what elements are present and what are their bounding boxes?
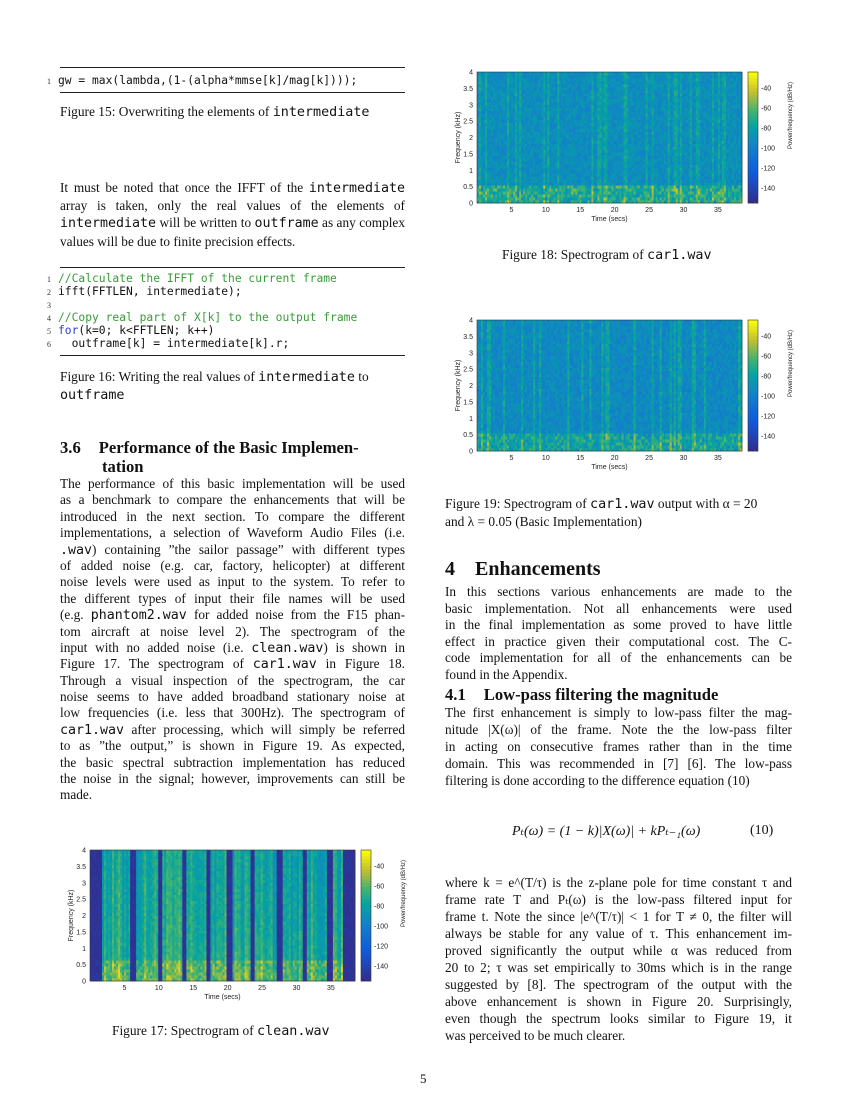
colorbar-segment <box>748 356 758 360</box>
colorbar-segment <box>361 889 371 893</box>
colorbar-segment <box>748 422 758 426</box>
code-line-number: 4 <box>47 314 51 323</box>
colorbar-segment <box>361 955 371 959</box>
colorbar-segment <box>748 98 758 102</box>
colorbar-segment <box>748 187 758 191</box>
colorbar-segment <box>748 164 758 168</box>
colorbar-label: Power/frequency (dB/Hz) <box>788 329 794 398</box>
colorbar-segment <box>748 177 758 181</box>
colorbar-segment <box>361 929 371 933</box>
code-line-number: 2 <box>47 288 51 297</box>
colorbar-segment <box>361 912 371 916</box>
colorbar-label: Power/frequency (dB/Hz) <box>788 81 794 150</box>
colorbar-segment <box>748 88 758 92</box>
text-line: implementations, a selection of Waveform Audio Files (i.e. <box>60 525 405 541</box>
y-tick-label: 3 <box>82 880 86 888</box>
colorbar-segment <box>748 118 758 122</box>
colorbar-tick-label: -120 <box>761 165 776 173</box>
colorbar-tick-label: -100 <box>374 923 389 931</box>
figure-19-caption: Figure 19: Spectrogram of car1.wav output with α = 20 and λ = 0.05 (Basic Implementation) <box>445 496 758 529</box>
text-line: even though the spectrum looks similar to Figure 19, it <box>445 1011 792 1026</box>
colorbar-segment <box>361 952 371 956</box>
code-line-number: 3 <box>47 301 51 310</box>
y-tick-label: 3.5 <box>463 333 473 341</box>
colorbar-segment <box>748 131 758 135</box>
colorbar-segment <box>748 147 758 151</box>
text-line: the different types of input their file names will be used <box>60 590 405 606</box>
colorbar-segment <box>748 72 758 76</box>
colorbar-segment <box>361 938 371 942</box>
y-tick-label: 1 <box>469 415 473 423</box>
text-line: found in the Appendix. <box>445 666 568 682</box>
text-line: The performance of this basic implementation will be used <box>60 476 405 491</box>
y-tick-label: 1.5 <box>463 151 473 159</box>
x-axis-label: Time (secs) <box>204 994 241 1001</box>
text-line: In this sections various enhancements are made to the <box>445 584 792 599</box>
code-line-number: 5 <box>47 327 51 336</box>
text-line: introduced in the next section. To compare the different <box>60 508 405 524</box>
colorbar-segment <box>748 85 758 89</box>
code-bottom-rule <box>60 92 405 93</box>
text-line: code implementation for all of the enhancements can be <box>445 650 792 666</box>
x-tick-label: 5 <box>509 207 514 214</box>
x-axis-label: Time (secs) <box>591 216 628 223</box>
x-tick-label: 25 <box>645 455 653 462</box>
colorbar-segment <box>361 942 371 946</box>
x-tick-label: 10 <box>541 207 550 214</box>
section-4-1-body-continued <box>445 874 792 1044</box>
colorbar-segment <box>361 873 371 877</box>
text-line: made. <box>60 787 93 803</box>
y-tick-label: 4 <box>82 847 86 855</box>
text-line: filtering is done according to the difference equation (10) <box>445 773 750 788</box>
x-tick-label: 10 <box>541 455 550 462</box>
colorbar-segment <box>748 115 758 119</box>
y-tick-label: 1.5 <box>76 929 86 937</box>
colorbar-tick-label: -60 <box>761 105 772 113</box>
x-tick-label: 5 <box>122 985 127 992</box>
colorbar-tick-label: -100 <box>761 145 776 153</box>
page-number: 5 <box>420 1071 427 1086</box>
text-line: low frequencies (i.e. less that 300Hz). The spectrogram of <box>60 705 405 721</box>
colorbar-segment <box>361 968 371 972</box>
colorbar-segment <box>748 428 758 432</box>
colorbar-segment <box>748 190 758 194</box>
colorbar-segment <box>361 906 371 910</box>
colorbar-segment <box>748 415 758 419</box>
colorbar-segment <box>361 886 371 890</box>
colorbar-segment <box>361 876 371 880</box>
text-line: in acting on consecutive frames rather than in the time <box>445 739 792 754</box>
colorbar-segment <box>748 366 758 370</box>
x-tick-label: 30 <box>679 207 688 214</box>
y-tick-label: 0 <box>82 978 86 986</box>
y-axis-label: Frequency (kHz) <box>455 111 462 164</box>
code-line: //Copy real part of X[k] to the output frame <box>58 311 358 324</box>
colorbar-segment <box>748 431 758 435</box>
spectrogram-cells <box>477 320 742 451</box>
text-line: of added noise (e.g. car, factory, helicopter) at different <box>60 557 405 573</box>
section-4-body <box>445 584 792 684</box>
y-tick-label: 0 <box>469 200 473 208</box>
x-tick-label: 5 <box>509 455 514 462</box>
colorbar-segment <box>361 883 371 887</box>
colorbar-segment <box>748 340 758 344</box>
colorbar-segment <box>748 138 758 142</box>
colorbar-tick-label: -40 <box>761 85 772 93</box>
colorbar-segment <box>748 79 758 83</box>
colorbar-segment <box>748 157 758 161</box>
code-line: outframe[k] = intermediate[k].r; <box>58 337 290 350</box>
code-bottom-rule <box>60 355 405 356</box>
colorbar-segment <box>748 379 758 383</box>
equation-number: (10) <box>750 823 774 838</box>
colorbar-segment <box>748 425 758 429</box>
y-axis-label: Frequency (kHz) <box>68 889 75 942</box>
text-line: nitude |X(ω)| of the frame. Note the the low-pass filter <box>445 722 792 737</box>
colorbar-tick-label: -140 <box>761 185 776 193</box>
x-tick-label: 20 <box>610 455 619 462</box>
colorbar-segment <box>361 925 371 929</box>
colorbar-segment <box>748 183 758 187</box>
colorbar-segment <box>361 971 371 975</box>
text-line: proved significantly the output while α was reduced from <box>445 943 792 958</box>
colorbar-segment <box>361 857 371 861</box>
text-line: The first enhancement is simply to low-pass filter the mag- <box>445 705 792 720</box>
figure-18-caption: Figure 18: Spectrogram of car1.wav <box>502 247 712 263</box>
colorbar-label: Power/frequency (dB/Hz) <box>401 859 407 928</box>
text-line: tom aircraft at noise level 2). The spectrogram of the <box>60 623 405 639</box>
colorbar-segment <box>361 853 371 857</box>
colorbar-segment <box>748 402 758 406</box>
colorbar-tick-label: -40 <box>761 333 772 341</box>
colorbar-segment <box>361 893 371 897</box>
section-4-heading: 4 Enhancements <box>445 558 601 580</box>
section-3-6-heading: 3.6 Performance of the Basic Implemen- tation <box>60 438 359 476</box>
x-tick-label: 35 <box>714 207 722 214</box>
y-tick-label: 4 <box>469 69 473 77</box>
x-tick-label: 15 <box>576 207 585 214</box>
x-tick-label: 15 <box>189 985 198 992</box>
colorbar-segment <box>361 932 371 936</box>
colorbar-segment <box>748 376 758 380</box>
text-line: car1.wav after processing, which will simply be referred <box>60 721 405 738</box>
x-tick-label: 35 <box>327 985 335 992</box>
code-line: gw = max(lambda,(1-(alpha*mmse[k]/mag[k]))); <box>58 74 358 87</box>
section-4-1-body <box>445 704 792 789</box>
colorbar-segment <box>361 896 371 900</box>
figure-15-caption: Figure 15: Overwriting the elements of intermediate <box>60 104 370 120</box>
colorbar-segment <box>748 405 758 409</box>
colorbar-tick-label: -120 <box>374 943 389 951</box>
colorbar-segment <box>748 359 758 363</box>
y-tick-label: 0.5 <box>463 432 473 440</box>
colorbar-segment <box>748 174 758 178</box>
colorbar-segment <box>361 935 371 939</box>
colorbar-tick-label: -80 <box>374 903 385 911</box>
colorbar-segment <box>748 320 758 324</box>
y-tick-label: 2 <box>469 383 473 390</box>
colorbar-segment <box>748 154 758 158</box>
colorbar-segment <box>748 327 758 331</box>
y-tick-label: 2 <box>469 135 473 142</box>
colorbar-segment <box>748 108 758 112</box>
text-line: as a benchmark to compare the enhancements that will be <box>60 492 405 508</box>
colorbar-segment <box>748 408 758 412</box>
text-line: where k = e^(T/τ) is the z-plane pole for time constant τ and <box>445 875 792 890</box>
colorbar-segment <box>748 92 758 96</box>
text-line: Figure 17. The spectrogram of car1.wav in Figure 18. <box>60 656 406 673</box>
y-tick-label: 3 <box>469 350 473 358</box>
colorbar-segment <box>361 922 371 926</box>
text-line: noise levels were used as input to the system. To refer to <box>60 574 405 590</box>
figure-16-caption: Figure 16: Writing the real values of intermediate to outframe <box>60 369 369 403</box>
colorbar-segment <box>748 395 758 399</box>
text-line: the noise in the signal; however, improvements can still be <box>60 771 405 787</box>
colorbar-segment <box>361 850 371 854</box>
text-line: the basic spectral subtraction implementation has reduced <box>60 754 405 770</box>
colorbar-segment <box>748 336 758 340</box>
colorbar-segment <box>748 170 758 174</box>
colorbar-segment <box>361 879 371 883</box>
code-top-rule <box>60 267 405 268</box>
x-tick-label: 25 <box>645 207 653 214</box>
text-line: .wav) containing ”the sailor passage” with different types <box>60 541 405 558</box>
colorbar-segment <box>748 95 758 99</box>
colorbar-tick-label: -80 <box>761 373 772 381</box>
colorbar-tick-label: -40 <box>374 863 385 871</box>
colorbar-segment <box>748 363 758 367</box>
x-tick-label: 10 <box>154 985 163 992</box>
x-tick-label: 20 <box>223 985 232 992</box>
colorbar-segment <box>361 866 371 870</box>
colorbar-tick-label: -60 <box>374 883 385 891</box>
text-line: 20 to 2; τ was set empirically to 30ms which is in the range <box>445 960 792 975</box>
y-tick-label: 2.5 <box>76 896 86 904</box>
colorbar-segment <box>361 916 371 920</box>
section-3-6-body <box>60 476 405 804</box>
y-tick-label: 0.5 <box>76 962 86 970</box>
colorbar-segment <box>748 392 758 396</box>
colorbar-segment <box>748 323 758 327</box>
x-tick-label: 15 <box>576 455 585 462</box>
x-tick-label: 35 <box>714 455 722 462</box>
x-tick-label: 30 <box>679 455 688 462</box>
colorbar-segment <box>361 863 371 867</box>
colorbar-segment <box>361 958 371 962</box>
y-tick-label: 3.5 <box>76 863 86 871</box>
y-tick-label: 4 <box>469 317 473 325</box>
x-tick-label: 25 <box>258 985 266 992</box>
colorbar-segment <box>748 333 758 337</box>
equation-10: Pₜ(ω) = (1 − k)|X(ω)| + kPₜ₋₁(ω) <box>512 824 701 839</box>
figure-18-spectrogram <box>447 65 792 230</box>
y-tick-label: 0.5 <box>463 184 473 192</box>
colorbar-segment <box>748 193 758 197</box>
colorbar-segment <box>361 961 371 965</box>
colorbar-tick-label: -80 <box>761 125 772 133</box>
y-tick-label: 2.5 <box>463 366 473 374</box>
colorbar-segment <box>748 167 758 171</box>
y-tick-label: 2.5 <box>463 118 473 126</box>
y-tick-label: 3 <box>469 102 473 110</box>
colorbar-tick-label: -140 <box>374 963 389 971</box>
y-tick-label: 0 <box>469 448 473 456</box>
colorbar-segment <box>361 860 371 864</box>
colorbar-segment <box>748 372 758 376</box>
colorbar-segment <box>748 128 758 132</box>
y-tick-label: 2 <box>82 913 86 920</box>
colorbar-segment <box>748 349 758 353</box>
colorbar-segment <box>748 124 758 128</box>
text-line: (e.g. phantom2.wav for added noise from the F15 phan- <box>60 607 406 624</box>
text-line: basic implementation. Not all enhancements were used <box>445 600 792 616</box>
colorbar-tick-label: -60 <box>761 353 772 361</box>
colorbar-segment <box>748 353 758 357</box>
colorbar-segment <box>748 121 758 125</box>
colorbar-segment <box>748 369 758 373</box>
y-tick-label: 1.5 <box>463 399 473 407</box>
section-4-1-heading: 4.1 Low-pass filtering the magnitude <box>445 685 719 704</box>
text-line: frame t. Note the since |e^(T/τ)| < 1 for T ≠ 0, the filter will <box>445 909 792 924</box>
code-line-number: 1 <box>47 77 51 86</box>
spectrogram-cells <box>477 72 742 203</box>
code-line: ifft(FFTLEN, intermediate); <box>58 285 242 298</box>
text-line: input with no added noise (i.e. clean.wav) is shown in <box>60 639 405 656</box>
y-tick-label: 1 <box>82 945 86 953</box>
colorbar-segment <box>748 101 758 105</box>
text-line: in the final implementation as some proved to have little <box>445 617 792 633</box>
text-line: Through a visual inspection of the spectrogram, the car <box>60 672 405 688</box>
colorbar-segment <box>748 144 758 148</box>
code-line: for(k=0; k<FFTLEN; k++) <box>58 324 215 337</box>
ifft-paragraph: It must be noted that once the IFFT of the intermediate array is taken, only the real values of the elements of intermediate will be written to outframe as any complex values will be due to finite precision effects. <box>60 180 405 249</box>
colorbar-segment <box>748 330 758 334</box>
colorbar-tick-label: -140 <box>761 433 776 441</box>
colorbar-tick-label: -120 <box>761 413 776 421</box>
colorbar-tick-label: -100 <box>761 393 776 401</box>
colorbar-segment <box>748 151 758 155</box>
colorbar-segment <box>361 902 371 906</box>
colorbar-segment <box>748 134 758 138</box>
colorbar-segment <box>748 75 758 79</box>
spectrogram-cells <box>90 850 355 981</box>
colorbar-segment <box>361 974 371 978</box>
colorbar-segment <box>748 412 758 416</box>
colorbar-segment <box>748 343 758 347</box>
text-line: above enhancement is shown in Figure 20. Surprisingly, <box>445 994 792 1009</box>
colorbar-segment <box>748 111 758 115</box>
figure-17-caption: Figure 17: Spectrogram of clean.wav <box>112 1023 330 1039</box>
colorbar-segment <box>361 945 371 949</box>
figure-19-spectrogram <box>447 313 792 478</box>
text-line: domain. This was recommended in [7] [6]. The low-pass <box>445 756 792 771</box>
text-line: suggested by [8]. The spectrogram of the output with the <box>445 977 792 992</box>
colorbar-segment <box>361 870 371 874</box>
code-line-number: 6 <box>47 340 51 349</box>
colorbar-segment <box>748 82 758 86</box>
colorbar-segment <box>361 965 371 969</box>
y-axis-label: Frequency (kHz) <box>455 359 462 412</box>
colorbar-segment <box>748 382 758 386</box>
colorbar-segment <box>748 418 758 422</box>
colorbar-segment <box>748 399 758 403</box>
colorbar-segment <box>361 919 371 923</box>
text-line: frame rate T and Pₜ(ω) is the low-pass filtered input for <box>445 892 792 907</box>
colorbar-segment <box>748 141 758 145</box>
y-tick-label: 1 <box>469 167 473 175</box>
figure-17-spectrogram <box>60 843 405 1008</box>
code-line: //Calculate the IFFT of the current frame <box>58 272 337 285</box>
code-top-rule <box>60 67 405 68</box>
colorbar-segment <box>361 909 371 913</box>
colorbar-segment <box>748 105 758 109</box>
colorbar-segment <box>748 180 758 184</box>
colorbar-segment <box>748 389 758 393</box>
text-line: noise seems to have added broadband stationary noise at <box>60 689 405 705</box>
colorbar-segment <box>748 435 758 439</box>
x-axis-label: Time (secs) <box>591 464 628 471</box>
colorbar-segment <box>748 386 758 390</box>
colorbar-segment <box>748 160 758 164</box>
text-line: was perceived to be much clearer. <box>445 1028 626 1043</box>
text-line: to as ”the output,” is shown in Figure 19. As expected, <box>60 738 405 754</box>
y-tick-label: 3.5 <box>463 85 473 93</box>
colorbar-segment <box>748 444 758 448</box>
colorbar-segment <box>361 948 371 952</box>
code-line-number: 1 <box>47 275 51 284</box>
colorbar-segment <box>748 196 758 200</box>
text-line: always be stable for any value of τ. This enhancement im- <box>445 926 792 941</box>
colorbar-segment <box>361 899 371 903</box>
x-tick-label: 30 <box>292 985 301 992</box>
colorbar-segment <box>748 346 758 350</box>
colorbar-segment <box>748 438 758 442</box>
x-tick-label: 20 <box>610 207 619 214</box>
colorbar-segment <box>748 441 758 445</box>
text-line: effect in practice given their computational cost. The C- <box>445 633 792 649</box>
